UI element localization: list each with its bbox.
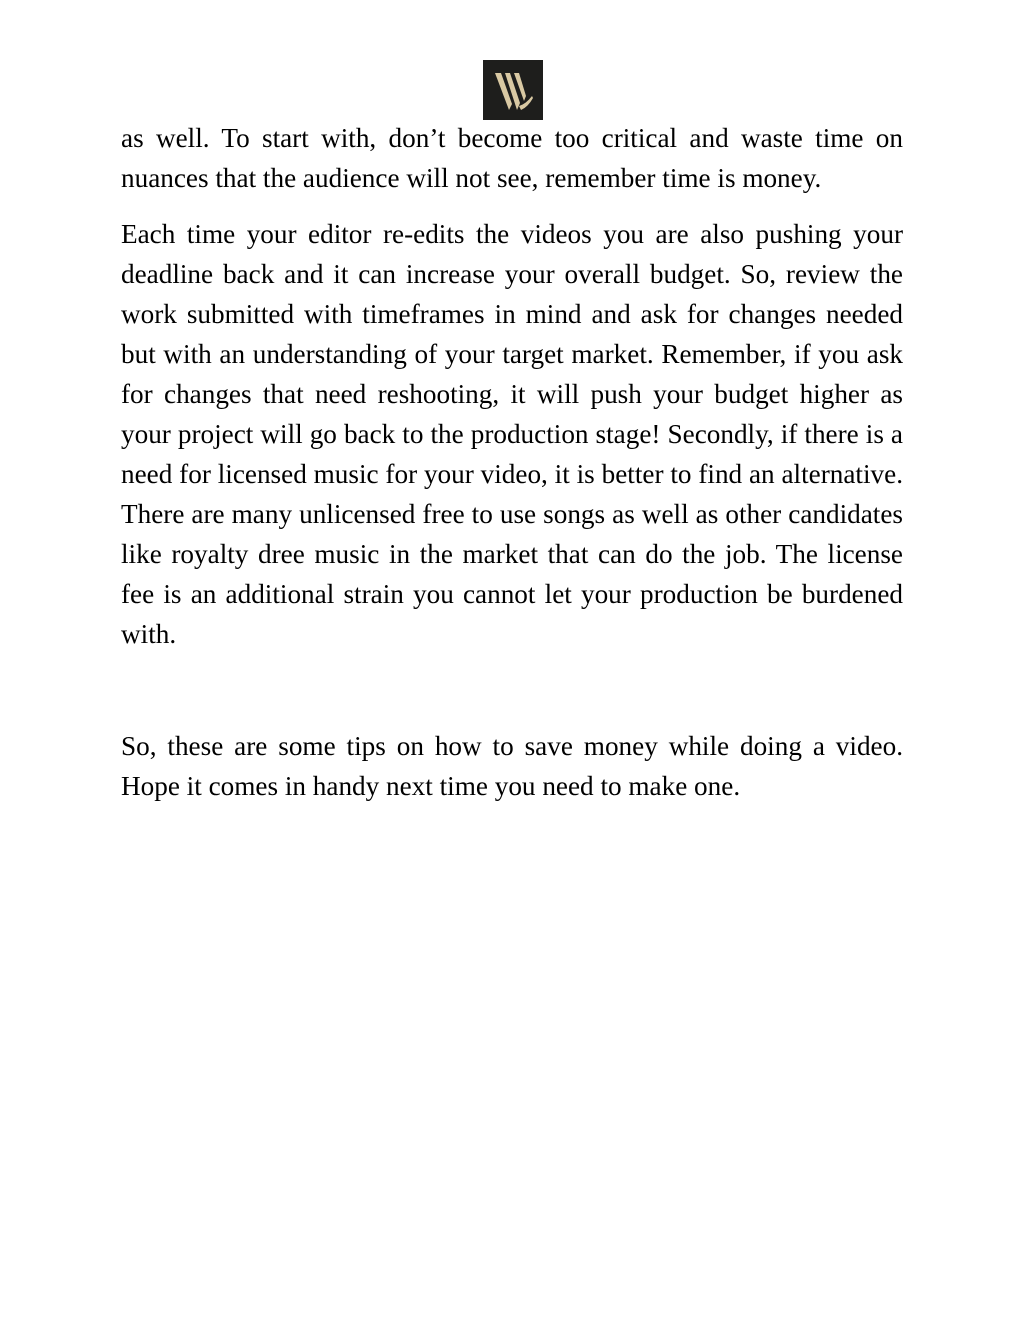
paragraph: So, these are some tips on how to save money while doing a video. Hope it comes in handy next time you need to make one.	[121, 731, 903, 801]
paragraph: as well. To start with, don’t become too critical and waste time on nuances that the audience will not see, remember time is money.	[121, 123, 903, 193]
monogram-w-logo-icon	[483, 60, 543, 120]
paragraph: Each time your editor re-edits the videos you are also pushing your deadline back and it can increase your overall budget. So, review the work submitted with timeframes in mind and ask for changes needed but with an understanding of your target market. Remember, if you ask for changes that need reshooting, it will push your budget higher as your project will go back to the production stage! Secondly, if there is a need for licensed music for your video, it is better to find an alternative. There are many unlicensed free to use songs as well as other candidates like royalty dree music in the market that can do the job. The license fee is an additional strain you cannot let your production be burdened with.	[121, 219, 903, 649]
article-body	[121, 118, 903, 806]
